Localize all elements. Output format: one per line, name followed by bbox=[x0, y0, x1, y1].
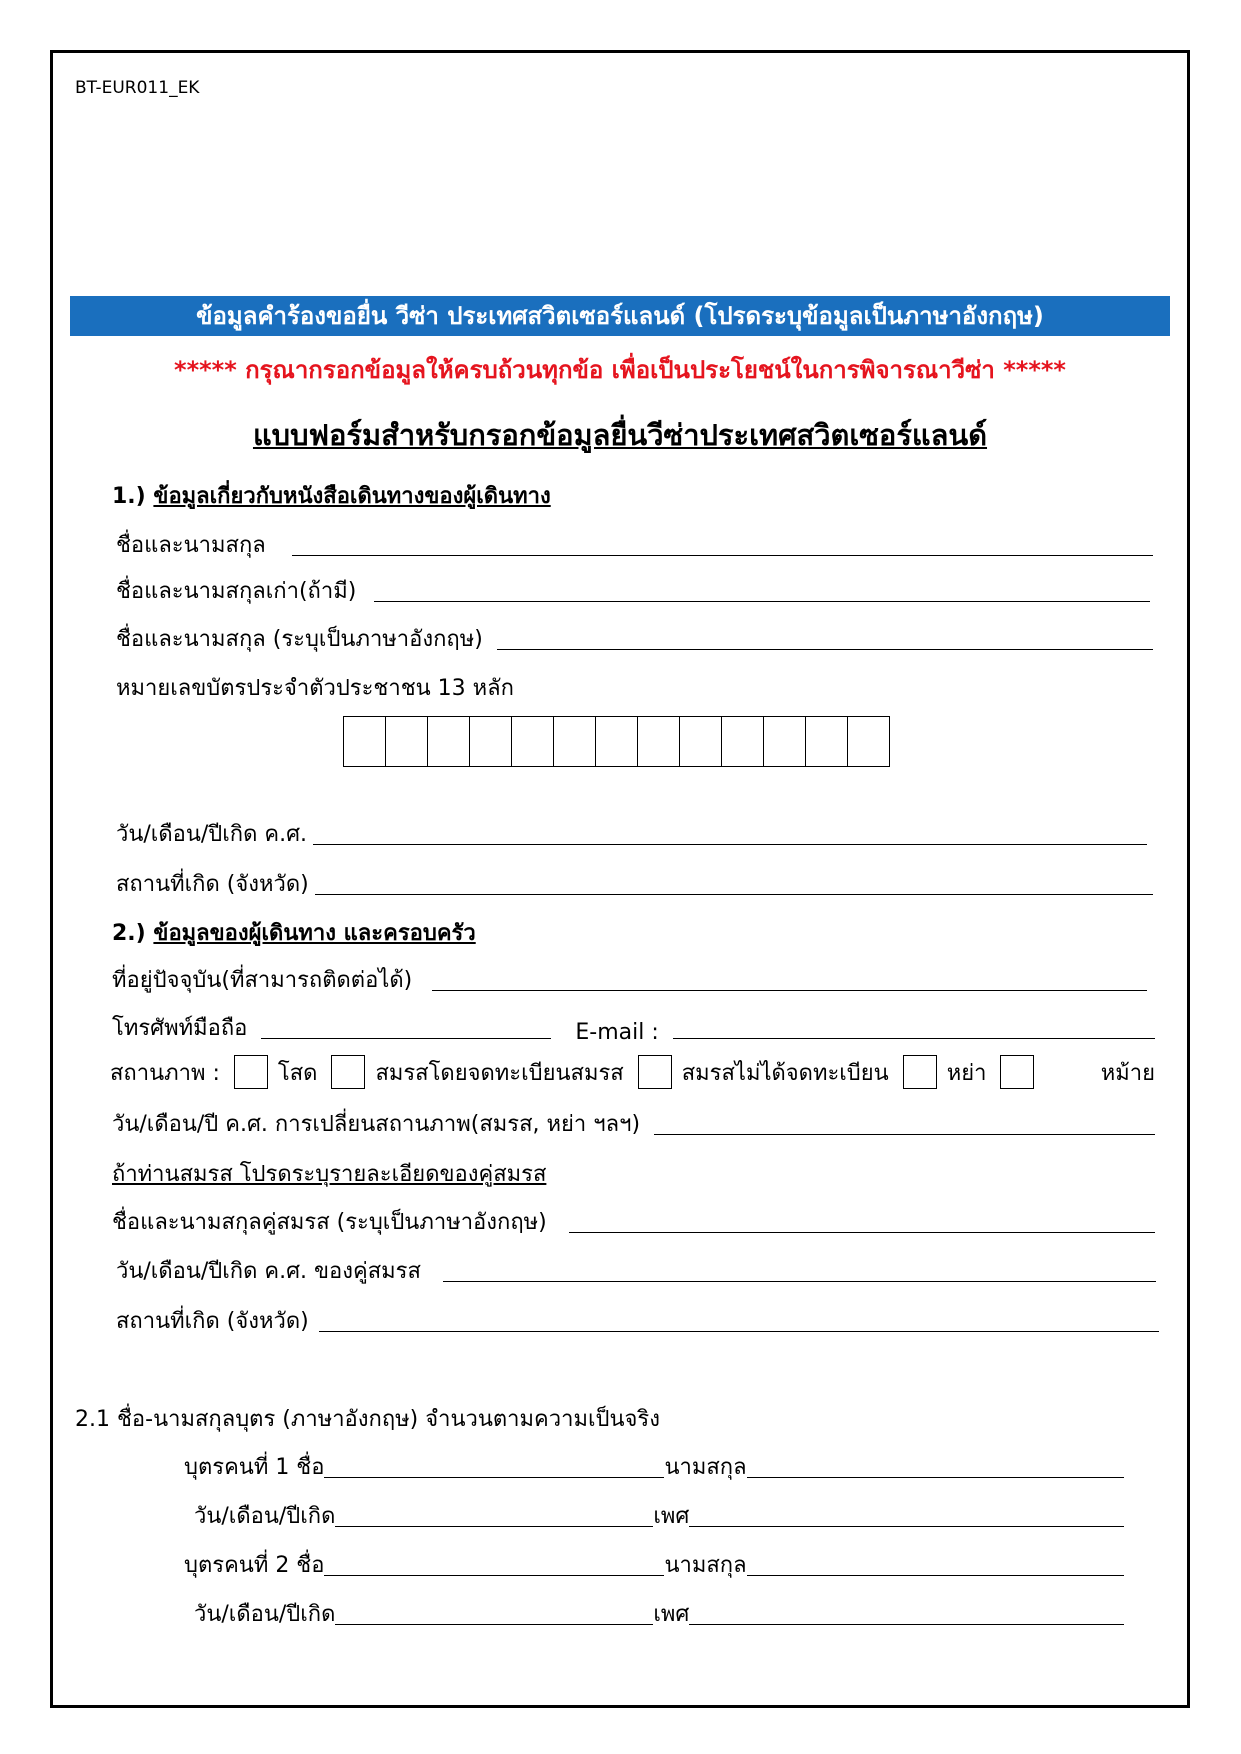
form-title: แบบฟอร์มสำหรับกรอกข้อมูลยื่นวีซ่าประเทศสวิตเซอร์แลนด์ bbox=[252, 418, 988, 452]
former-name-label: ชื่อและนามสกุลเก่า(ถ้ามี) bbox=[116, 579, 357, 604]
child2-sex-field[interactable] bbox=[689, 1624, 1124, 1625]
child2-name-row bbox=[184, 1547, 1124, 1582]
child1-dob-field[interactable] bbox=[335, 1526, 653, 1527]
child1-sex-label: เพศ bbox=[653, 1504, 690, 1529]
former-name-field[interactable] bbox=[374, 601, 1150, 602]
spouse-birth-date-label: วัน/เดือน/ปีเกิด ค.ศ. ของคู่สมรส bbox=[116, 1259, 421, 1284]
birth-place-label: สถานที่เกิด (จังหวัด) bbox=[116, 872, 309, 897]
id-digit-box[interactable] bbox=[637, 716, 680, 767]
document-code: BT-EUR011_EK bbox=[75, 78, 200, 98]
child1-dob-label: วัน/เดือน/ปีเกิด bbox=[194, 1504, 336, 1529]
full-name-row bbox=[116, 527, 1153, 562]
child2-dob-field[interactable] bbox=[335, 1624, 653, 1625]
section1-heading bbox=[112, 478, 551, 513]
status-registered-label: สมรสโดยจดทะเบียนสมรส bbox=[375, 1060, 624, 1086]
contact-row bbox=[112, 1010, 1155, 1045]
english-name-row bbox=[116, 621, 1153, 656]
status-registered-checkbox[interactable] bbox=[331, 1055, 365, 1089]
spouse-name-field[interactable] bbox=[569, 1232, 1155, 1233]
header-banner: ข้อมูลคำร้องขอยื่น วีซ่า ประเทศสวิตเซอร์แลนด์ (โปรดระบุข้อมูลเป็นภาษาอังกฤษ) bbox=[70, 296, 1170, 336]
section2-number: 2.) bbox=[112, 921, 146, 946]
id-digit-box[interactable] bbox=[763, 716, 806, 767]
status-divorced-label: หย่า bbox=[946, 1060, 987, 1086]
child2-name-field[interactable] bbox=[324, 1575, 664, 1576]
marital-status-row bbox=[110, 1053, 1155, 1091]
mobile-field[interactable] bbox=[261, 1038, 551, 1039]
id-digit-box[interactable] bbox=[511, 716, 554, 767]
full-name-label: ชื่อและนามสกุล bbox=[116, 533, 266, 558]
birth-date-row bbox=[116, 816, 1147, 851]
birth-date-field[interactable] bbox=[313, 844, 1147, 845]
email-field[interactable] bbox=[673, 1038, 1155, 1039]
spouse-birth-date-field[interactable] bbox=[443, 1281, 1156, 1282]
id-number-label: หมายเลขบัตรประจำตัวประชาชน 13 หลัก bbox=[116, 676, 514, 701]
id-digit-box[interactable] bbox=[595, 716, 638, 767]
status-single-label: โสด bbox=[277, 1060, 318, 1086]
child2-surname-label: นามสกุล bbox=[664, 1553, 747, 1578]
status-widowed-checkbox[interactable] bbox=[1000, 1055, 1034, 1089]
child2-sex-label: เพศ bbox=[653, 1602, 690, 1627]
status-change-row bbox=[112, 1106, 1155, 1141]
address-row bbox=[112, 962, 1147, 997]
status-single-checkbox[interactable] bbox=[234, 1055, 268, 1089]
warning-text: ***** กรุณากรอกข้อมูลให้ครบถ้วนทุกข้อ เพื่อเป็นประโยชน์ในการพิจารณาวีซ่า ***** bbox=[174, 356, 1066, 384]
id-digit-box[interactable] bbox=[343, 716, 386, 767]
status-divorced-checkbox[interactable] bbox=[903, 1055, 937, 1089]
id-digit-box[interactable] bbox=[553, 716, 596, 767]
birth-date-label: วัน/เดือน/ปีเกิด ค.ศ. bbox=[116, 822, 308, 847]
child1-dob-row bbox=[194, 1498, 1124, 1533]
spouse-name-label: ชื่อและนามสกุลคู่สมรส (ระบุเป็นภาษาอังกฤษ) bbox=[112, 1210, 547, 1235]
full-name-field[interactable] bbox=[292, 555, 1153, 556]
former-name-row bbox=[116, 573, 1150, 608]
spouse-heading: ถ้าท่านสมรส โปรดระบุรายละเอียดของคู่สมรส bbox=[112, 1162, 547, 1187]
id-digit-box[interactable] bbox=[679, 716, 722, 767]
english-name-field[interactable] bbox=[497, 649, 1153, 650]
id-digit-box[interactable] bbox=[721, 716, 764, 767]
id-number-grid bbox=[344, 716, 890, 767]
child2-dob-row bbox=[194, 1596, 1124, 1631]
status-widowed-label: หม้าย bbox=[1100, 1060, 1155, 1086]
section1-title: ข้อมูลเกี่ยวกับหนังสือเดินทางของผู้เดินทาง bbox=[153, 484, 551, 509]
address-field[interactable] bbox=[432, 990, 1147, 991]
child2-name-label: บุตรคนที่ 2 ชื่อ bbox=[184, 1553, 325, 1578]
children-heading: 2.1 ชื่อ-นามสกุลบุตร (ภาษาอังกฤษ) จำนวนตามความเป็นจริง bbox=[75, 1407, 660, 1432]
child2-dob-label: วัน/เดือน/ปีเกิด bbox=[194, 1602, 336, 1627]
email-label: E-mail : bbox=[575, 1020, 659, 1045]
id-digit-box[interactable] bbox=[427, 716, 470, 767]
child1-name-row bbox=[184, 1449, 1124, 1484]
status-change-label: วัน/เดือน/ปี ค.ศ. การเปลี่ยนสถานภาพ(สมรส, หย่า ฯลฯ) bbox=[112, 1112, 641, 1137]
section2-heading bbox=[112, 915, 476, 950]
status-change-field[interactable] bbox=[654, 1134, 1155, 1135]
spouse-birth-place-label: สถานที่เกิด (จังหวัด) bbox=[116, 1309, 309, 1334]
birth-place-field[interactable] bbox=[315, 894, 1153, 895]
child1-surname-label: นามสกุล bbox=[664, 1455, 747, 1480]
child1-sex-field[interactable] bbox=[689, 1526, 1124, 1527]
address-label: ที่อยู่ปัจจุบัน(ที่สามารถติดต่อได้) bbox=[112, 968, 413, 993]
status-unregistered-checkbox[interactable] bbox=[638, 1055, 672, 1089]
id-digit-box[interactable] bbox=[469, 716, 512, 767]
spouse-birth-place-field[interactable] bbox=[319, 1331, 1159, 1332]
section1-number: 1.) bbox=[112, 484, 146, 509]
status-unregistered-label: สมรสไม่ได้จดทะเบียน bbox=[681, 1060, 889, 1086]
spouse-name-row bbox=[112, 1204, 1155, 1239]
status-label: สถานภาพ : bbox=[110, 1060, 220, 1086]
child1-name-label: บุตรคนที่ 1 ชื่อ bbox=[184, 1455, 325, 1480]
mobile-label: โทรศัพท์มือถือ bbox=[112, 1016, 248, 1041]
id-digit-box[interactable] bbox=[805, 716, 848, 767]
child1-name-field[interactable] bbox=[324, 1477, 664, 1478]
spouse-birth-date-row bbox=[116, 1253, 1156, 1288]
section2-title: ข้อมูลของผู้เดินทาง และครอบครัว bbox=[153, 921, 476, 946]
spouse-birth-place-row bbox=[116, 1303, 1159, 1338]
birth-place-row bbox=[116, 866, 1153, 901]
child1-surname-field[interactable] bbox=[747, 1477, 1124, 1478]
id-digit-box[interactable] bbox=[385, 716, 428, 767]
id-digit-box[interactable] bbox=[847, 716, 890, 767]
english-name-label: ชื่อและนามสกุล (ระบุเป็นภาษาอังกฤษ) bbox=[116, 627, 483, 652]
child2-surname-field[interactable] bbox=[747, 1575, 1124, 1576]
